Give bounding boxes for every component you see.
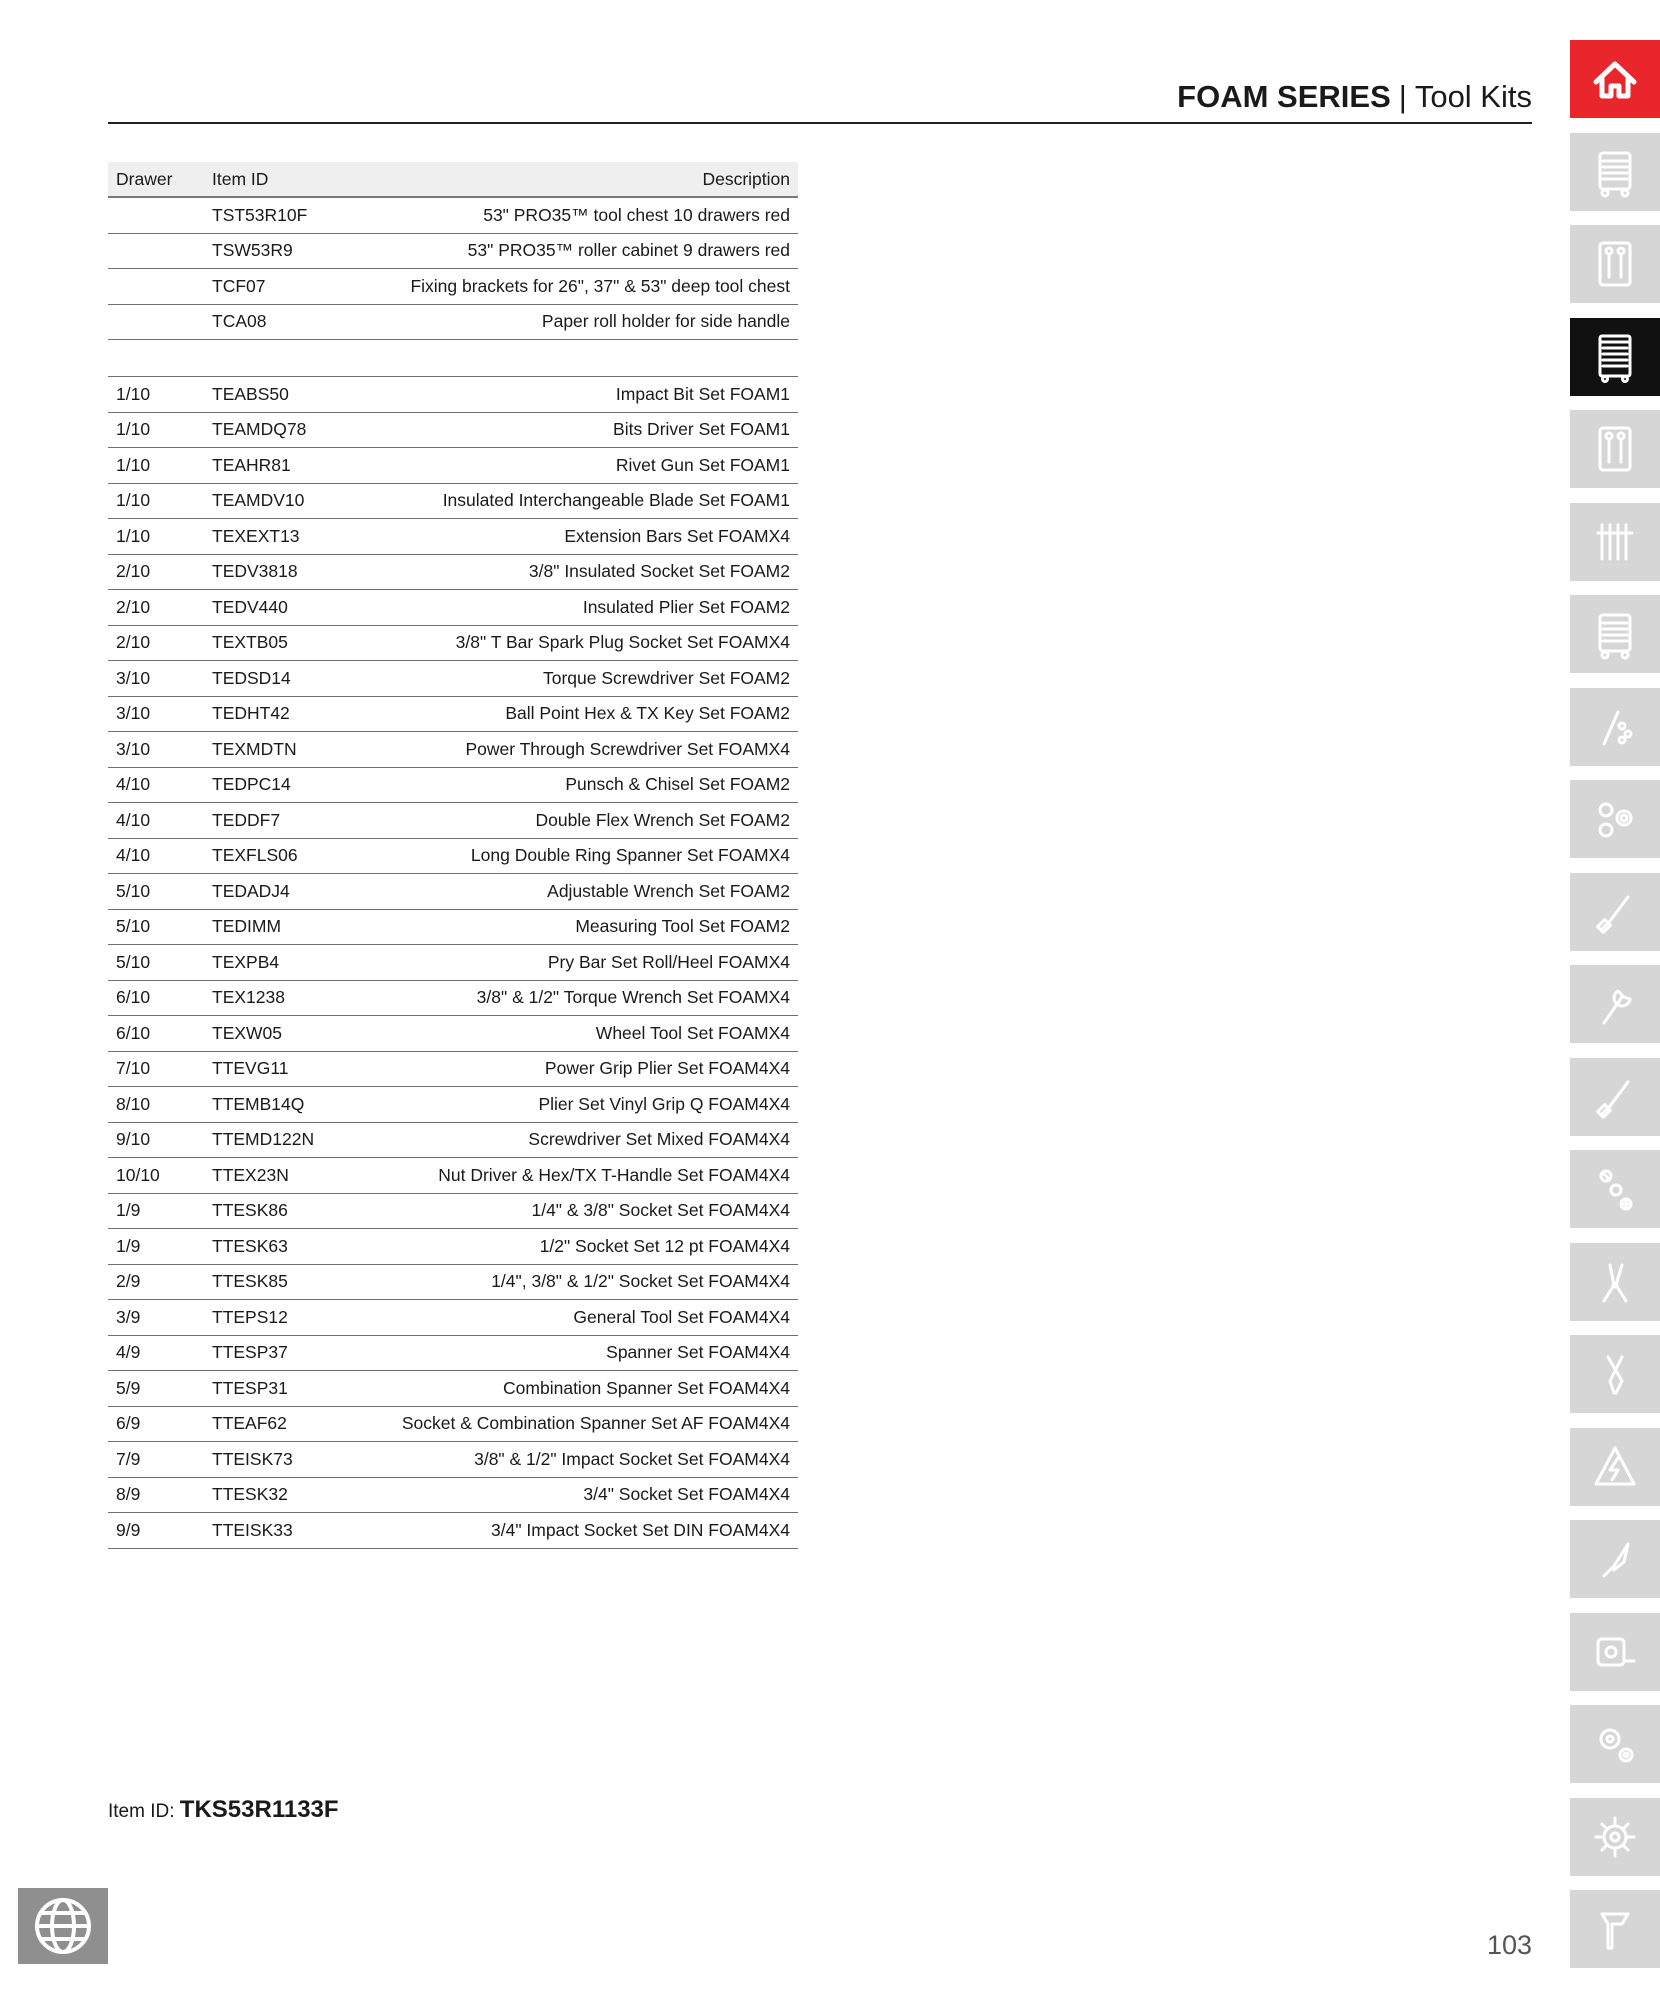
torch-icon: [1588, 1902, 1642, 1956]
description-cell: Insulated Plier Set FOAM2: [380, 590, 798, 626]
sidebar-tab-cutter[interactable]: [1570, 1335, 1660, 1413]
item-id-cell: TST53R10F: [204, 197, 380, 233]
item-id-cell: TEDPC14: [204, 767, 380, 803]
drawer-cell: 9/9: [108, 1513, 204, 1549]
gear-icon: [1588, 1810, 1642, 1864]
kit-item-id: [108, 1796, 339, 1824]
sidebar-tab-knife[interactable]: [1570, 1520, 1660, 1598]
item-id-cell: TTEISK33: [204, 1513, 380, 1549]
drawer-cell: 1/10: [108, 412, 204, 448]
table-row: [108, 803, 798, 839]
description-cell: Impact Bit Set FOAM1: [380, 377, 798, 413]
item-id-cell: TEX1238: [204, 980, 380, 1016]
description-cell: 1/4", 3/8" & 1/2" Socket Set FOAM4X4: [380, 1264, 798, 1300]
description-cell: Power Through Screwdriver Set FOAMX4: [380, 732, 798, 768]
description-cell: Paper roll holder for side handle: [380, 304, 798, 340]
description-cell: Pry Bar Set Roll/Heel FOAMX4: [380, 945, 798, 981]
table-row: [108, 625, 798, 661]
website-button[interactable]: [18, 1888, 108, 1964]
electrical-hazard-icon: [1588, 1440, 1642, 1494]
table-row: [108, 1158, 798, 1194]
item-id-cell: TEDADJ4: [204, 874, 380, 910]
description-cell: Screwdriver Set Mixed FOAM4X4: [380, 1122, 798, 1158]
description-cell: Socket & Combination Spanner Set AF FOAM4X4: [380, 1406, 798, 1442]
header-divider: [108, 122, 1532, 124]
description-cell: Power Grip Plier Set FOAM4X4: [380, 1051, 798, 1087]
table-row: [108, 1442, 798, 1478]
description-cell: Wheel Tool Set FOAMX4: [380, 1016, 798, 1052]
tool-panel-icon: [1588, 237, 1642, 291]
table-row: [108, 412, 798, 448]
drawer-cell: [108, 304, 204, 340]
item-id-cell: TSW53R9: [204, 233, 380, 269]
sidebar-tab-tool-panel[interactable]: [1570, 225, 1660, 303]
description-cell: Adjustable Wrench Set FOAM2: [380, 874, 798, 910]
drawer-cell: 4/10: [108, 838, 204, 874]
description-cell: Punsch & Chisel Set FOAM2: [380, 767, 798, 803]
description-cell: 3/4" Socket Set FOAM4X4: [380, 1477, 798, 1513]
drawer-cell: 1/10: [108, 377, 204, 413]
globe-icon: [32, 1895, 94, 1957]
gears-icon: [1588, 1717, 1642, 1771]
description-cell: 3/8" T Bar Spark Plug Socket Set FOAMX4: [380, 625, 798, 661]
knife-icon: [1588, 1532, 1642, 1586]
item-id-cell: TTEMB14Q: [204, 1087, 380, 1123]
table-row: [108, 1016, 798, 1052]
drawer-cell: 6/10: [108, 980, 204, 1016]
drawer-cell: 10/10: [108, 1158, 204, 1194]
item-id-cell: TEDV440: [204, 590, 380, 626]
sockets-icon: [1588, 792, 1642, 846]
table-row: [108, 945, 798, 981]
description-cell: Combination Spanner Set FOAM4X4: [380, 1371, 798, 1407]
description-cell: 3/8" & 1/2" Torque Wrench Set FOAMX4: [380, 980, 798, 1016]
sidebar-tab-home[interactable]: [1570, 40, 1660, 118]
table-row: [108, 554, 798, 590]
drawer-cell: 9/10: [108, 1122, 204, 1158]
drawer-cell: 5/10: [108, 945, 204, 981]
drawer-cell: 1/10: [108, 448, 204, 484]
pliers-icon: [1588, 1255, 1642, 1309]
column-header-item-id: Item ID: [204, 162, 380, 197]
drawer-cell: 3/10: [108, 732, 204, 768]
drawer-cell: 6/9: [108, 1406, 204, 1442]
table-row: [108, 874, 798, 910]
drawer-cell: 4/10: [108, 767, 204, 803]
tool-panel-icon: [1588, 422, 1642, 476]
wrench-icon: [1588, 977, 1642, 1031]
item-id-cell: TTESP31: [204, 1371, 380, 1407]
drawer-cell: 3/9: [108, 1300, 204, 1336]
table-row: [108, 1229, 798, 1265]
screwdriver-icon: [1588, 885, 1642, 939]
item-id-cell: TTESK86: [204, 1193, 380, 1229]
drawer-cell: 3/10: [108, 696, 204, 732]
table-row: [108, 269, 798, 305]
sidebar-tab-torch[interactable]: [1570, 1890, 1660, 1968]
item-id-cell: TEXW05: [204, 1016, 380, 1052]
drawer-cell: 5/10: [108, 874, 204, 910]
section-subtitle: Tool Kits: [1414, 79, 1532, 114]
table-row: [108, 980, 798, 1016]
drawer-cell: 2/10: [108, 554, 204, 590]
sidebar-tab-gears[interactable]: [1570, 1705, 1660, 1783]
table-row: [108, 1300, 798, 1336]
bits-icon: [1588, 700, 1642, 754]
table-row: [108, 519, 798, 555]
sidebar-tab-bits[interactable]: [1570, 688, 1660, 766]
table-body: [108, 197, 798, 1548]
sidebar-tab-pliers[interactable]: [1570, 1243, 1660, 1321]
item-id-cell: TEDDF7: [204, 803, 380, 839]
table-row: [108, 732, 798, 768]
kit-contents-table: [108, 162, 798, 1549]
description-cell: 53" PRO35™ tool chest 10 drawers red: [380, 197, 798, 233]
drawer-cell: 2/9: [108, 1264, 204, 1300]
drawer-cell: 1/9: [108, 1193, 204, 1229]
description-cell: 1/4" & 3/8" Socket Set FOAM4X4: [380, 1193, 798, 1229]
sidebar-tab-sockets[interactable]: [1570, 780, 1660, 858]
sidebar-tab-tape-measure[interactable]: [1570, 1613, 1660, 1691]
table-row: [108, 377, 798, 413]
table-row: [108, 1513, 798, 1549]
description-cell: Long Double Ring Spanner Set FOAMX4: [380, 838, 798, 874]
table-row: [108, 661, 798, 697]
sidebar-tab-wrench[interactable]: [1570, 965, 1660, 1043]
tool-chest-icon: [1588, 330, 1642, 384]
home-icon: [1588, 52, 1642, 106]
item-id-cell: TCA08: [204, 304, 380, 340]
description-cell: Insulated Interchangeable Blade Set FOAM1: [380, 483, 798, 519]
table-row: [108, 1477, 798, 1513]
page-title: [108, 72, 1532, 122]
description-cell: Double Flex Wrench Set FOAM2: [380, 803, 798, 839]
sidebar-tab-screwdriver[interactable]: [1570, 873, 1660, 951]
item-id-cell: TTEAF62: [204, 1406, 380, 1442]
table-row: [108, 1122, 798, 1158]
sidebar-tab-bits-sockets[interactable]: [1570, 1150, 1660, 1228]
table-row: [108, 1051, 798, 1087]
item-id-cell: TTESK85: [204, 1264, 380, 1300]
description-cell: Plier Set Vinyl Grip Q FOAM4X4: [380, 1087, 798, 1123]
tool-rack-icon: [1588, 515, 1642, 569]
description-cell: Extension Bars Set FOAMX4: [380, 519, 798, 555]
sidebar-tab-roller-cabinet[interactable]: [1570, 595, 1660, 673]
table-row: [108, 1335, 798, 1371]
bits-sockets-icon: [1588, 1162, 1642, 1216]
item-id-cell: TEDHT42: [204, 696, 380, 732]
drawer-cell: 1/9: [108, 1229, 204, 1265]
table-row: [108, 696, 798, 732]
drawer-cell: [108, 197, 204, 233]
table-row: [108, 1371, 798, 1407]
item-id-cell: TEDV3818: [204, 554, 380, 590]
table-row: [108, 909, 798, 945]
table-spacer-row: [108, 340, 798, 377]
description-cell: Nut Driver & Hex/TX T-Handle Set FOAM4X4: [380, 1158, 798, 1194]
drawer-cell: 6/10: [108, 1016, 204, 1052]
spacer-cell: [108, 340, 798, 377]
item-id-cell: TEXMDTN: [204, 732, 380, 768]
item-id-cell: TTEX23N: [204, 1158, 380, 1194]
drawer-cell: [108, 269, 204, 305]
description-cell: Torque Screwdriver Set FOAM2: [380, 661, 798, 697]
category-sidebar: [1570, 40, 1660, 1983]
table-row: [108, 197, 798, 233]
table-row: [108, 1087, 798, 1123]
table-row: [108, 233, 798, 269]
item-id-cell: TEAMDV10: [204, 483, 380, 519]
item-id-cell: TEAHR81: [204, 448, 380, 484]
description-cell: Measuring Tool Set FOAM2: [380, 909, 798, 945]
item-id-cell: TEDIMM: [204, 909, 380, 945]
series-title: FOAM SERIES: [1177, 79, 1391, 114]
kit-item-id-value: TKS53R1133F: [179, 1796, 339, 1823]
drawer-cell: 7/9: [108, 1442, 204, 1478]
drawer-cell: 7/10: [108, 1051, 204, 1087]
kit-item-id-label: Item ID:: [108, 1801, 175, 1822]
sidebar-tab-tool-chest[interactable]: [1570, 318, 1660, 396]
table-row: [108, 1406, 798, 1442]
title-separator: |: [1398, 79, 1407, 114]
description-cell: 53" PRO35™ roller cabinet 9 drawers red: [380, 233, 798, 269]
item-id-cell: TEDSD14: [204, 661, 380, 697]
drawer-cell: [108, 233, 204, 269]
item-id-cell: TEXEXT13: [204, 519, 380, 555]
table-row: [108, 1193, 798, 1229]
table-row: [108, 483, 798, 519]
description-cell: 3/8" & 1/2" Impact Socket Set FOAM4X4: [380, 1442, 798, 1478]
roller-cabinet-icon: [1588, 607, 1642, 661]
column-header-description: Description: [380, 162, 798, 197]
description-cell: 1/2" Socket Set 12 pt FOAM4X4: [380, 1229, 798, 1265]
screwdriver-icon: [1588, 1070, 1642, 1124]
table-header-row: [108, 162, 798, 197]
item-id-cell: TTEVG11: [204, 1051, 380, 1087]
sidebar-tab-screwdriver[interactable]: [1570, 1058, 1660, 1136]
drawer-cell: 2/10: [108, 590, 204, 626]
item-id-cell: TTESP37: [204, 1335, 380, 1371]
description-cell: Bits Driver Set FOAM1: [380, 412, 798, 448]
description-cell: 3/4" Impact Socket Set DIN FOAM4X4: [380, 1513, 798, 1549]
drawer-cell: 5/9: [108, 1371, 204, 1407]
table-row: [108, 304, 798, 340]
table-row: [108, 448, 798, 484]
description-cell: Ball Point Hex & TX Key Set FOAM2: [380, 696, 798, 732]
cutter-icon: [1588, 1347, 1642, 1401]
drawer-cell: 3/10: [108, 661, 204, 697]
description-cell: Rivet Gun Set FOAM1: [380, 448, 798, 484]
table-row: [108, 1264, 798, 1300]
item-id-cell: TEABS50: [204, 377, 380, 413]
item-id-cell: TCF07: [204, 269, 380, 305]
drawer-cell: 8/9: [108, 1477, 204, 1513]
item-id-cell: TEXFLS06: [204, 838, 380, 874]
sidebar-tab-electrical-hazard[interactable]: [1570, 1428, 1660, 1506]
item-id-cell: TEAMDQ78: [204, 412, 380, 448]
description-cell: 3/8" Insulated Socket Set FOAM2: [380, 554, 798, 590]
description-cell: Fixing brackets for 26", 37" & 53" deep tool chest: [380, 269, 798, 305]
sidebar-tab-gear[interactable]: [1570, 1798, 1660, 1876]
column-header-drawer: Drawer: [108, 162, 204, 197]
page-number: 103: [1486, 1930, 1532, 1960]
table-row: [108, 590, 798, 626]
drawer-cell: 5/10: [108, 909, 204, 945]
item-id-cell: TEXPB4: [204, 945, 380, 981]
sidebar-tab-tool-rack[interactable]: [1570, 503, 1660, 581]
item-id-cell: TTESK63: [204, 1229, 380, 1265]
drawer-cell: 8/10: [108, 1087, 204, 1123]
tape-measure-icon: [1588, 1625, 1642, 1679]
drawer-cell: 1/10: [108, 519, 204, 555]
drawer-cell: 2/10: [108, 625, 204, 661]
drawer-cell: 1/10: [108, 483, 204, 519]
table-row: [108, 838, 798, 874]
table-row: [108, 767, 798, 803]
item-id-cell: TTEPS12: [204, 1300, 380, 1336]
item-id-cell: TTESK32: [204, 1477, 380, 1513]
description-cell: Spanner Set FOAM4X4: [380, 1335, 798, 1371]
description-cell: General Tool Set FOAM4X4: [380, 1300, 798, 1336]
item-id-cell: TEXTB05: [204, 625, 380, 661]
drawer-cell: 4/10: [108, 803, 204, 839]
drawer-cell: 4/9: [108, 1335, 204, 1371]
item-id-cell: TTEMD122N: [204, 1122, 380, 1158]
sidebar-tab-roller-cabinet[interactable]: [1570, 133, 1660, 211]
item-id-cell: TTEISK73: [204, 1442, 380, 1478]
roller-cabinet-icon: [1588, 145, 1642, 199]
sidebar-tab-tool-panel[interactable]: [1570, 410, 1660, 488]
